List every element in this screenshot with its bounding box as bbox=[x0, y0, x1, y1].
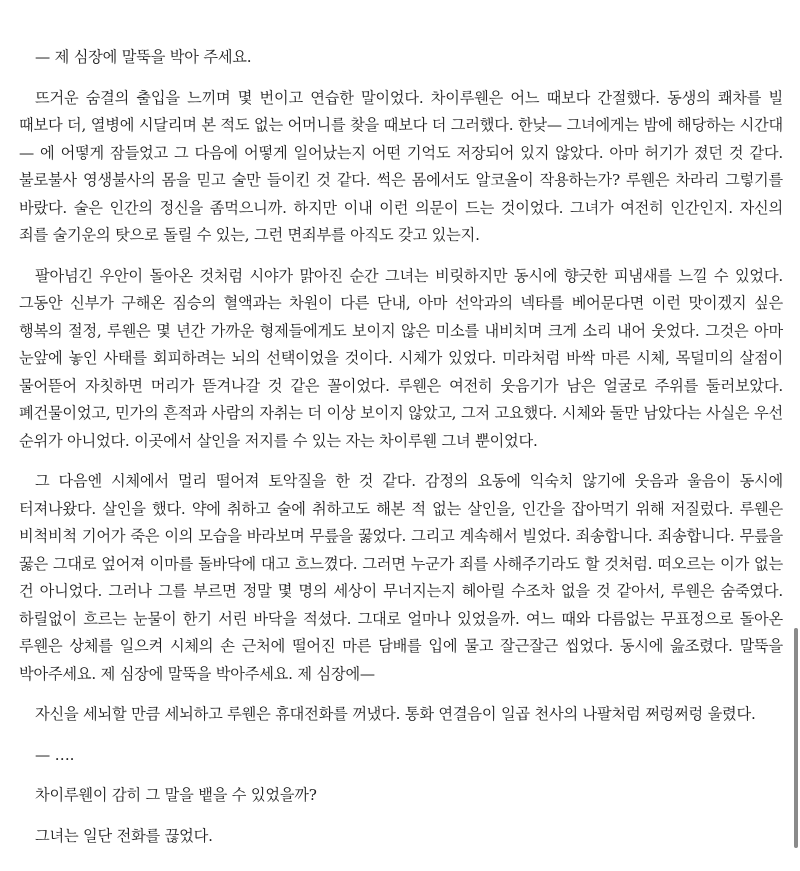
story-text bbox=[19, 44, 783, 863]
paragraph: — …. bbox=[35, 745, 75, 764]
paragraph: 팔아넘긴 우안이 돌아온 것처럼 시야가 맑아진 순간 그녀는 비릿하지만 동시에 향긋한 피냄새를 느낄 수 있었다. 그동안 신부가 구해온 짐승의 혈액과는 차원이 다른 단내, 아마 선악과의 넥타를 베어문다면 이런 맛이겠지 싶은 행복의 절정, 루웬은 몇 년간 가까운 형제들에게도 보이지 않은 미소를 내비치며 크게 소리 내어 웃었다. 그것은 아마 눈앞에 놓인 사태를 회피하려는 뇌의 선택이었을 것이다. 시체가 있었다. 미라처럼 바싹 마른 시체, 목덜미의 살점이 물어뜯어 자칫하면 머리가 뜯겨나갈 것 같은 꼴이었다. 루웬은 여전히 웃음기가 남은 얼굴로 주위를 둘러보았다. 폐건물이었고, 민가의 흔적과 사람의 자취는 더 이상 보이지 않았고, 그저 고요했다. 시체와 둘만 남았다는 사실은 우선 순위가 아니었다. 이곳에서 살인을 저지를 수 있는 자는 차이루웬 그녀 뿐이었다. bbox=[19, 266, 783, 450]
paragraph: 자신을 세뇌할 만큼 세뇌하고 루웬은 휴대전화를 꺼냈다. 통화 연결음이 일곱 천사의 나팔처럼 쩌렁쩌렁 울렸다. bbox=[35, 705, 756, 723]
paragraph: 뜨거운 숨결의 출입을 느끼며 몇 번이고 연습한 말이었다. 차이루웬은 어느 때보다 간절했다. 동생의 쾌차를 빌 때보다 더, 열병에 시달리며 본 적도 없는 어머니를 찾을 때보다 더 그러했다. 한낮— 그녀에게는 밤에 해당하는 시간대— 에 어떻게 잠들었고 그 다음에 어떻게 일어났는지 어떤 기억도 저장되어 있지 않았다. 아마 허기가 졌던 것 같다. 불로불사 영생불사의 몸을 믿고 술만 들이킨 것 같다. 썩은 몸에서도 알코올이 작용하는가? 루웬은 차라리 그렇기를 바랐다. 술은 인간의 정신을 좀먹으니까. 하지만 이내 이런 의문이 드는 것이었다. 그녀가 여전히 인간인지. 자신의 죄를 술기운의 탓으로 돌릴 수 있는, 그런 면죄부를 아직도 갖고 있는지. bbox=[19, 88, 783, 244]
paragraph: 그녀는 일단 전화를 끊었다. bbox=[35, 826, 213, 845]
scrollbar-thumb[interactable] bbox=[794, 628, 798, 848]
scrollbar[interactable] bbox=[790, 0, 800, 871]
paragraph: — 제 심장에 말뚝을 박아 주세요. bbox=[35, 48, 252, 66]
paragraph: 그 다음엔 시체에서 멀리 떨어져 토악질을 한 것 같다. 감정의 요동에 익숙치 않기에 웃음과 울음이 동시에 터져나왔다. 살인을 했다. 약에 취하고 술에 취하고도 해본 적 없는 살인을, 인간을 잡아먹기 위해 저질렀다. 루웬은 비척비척 기어가 죽은 이의 모습을 바라보며 무릎을 꿇었다. 그리고 계속해서 빌었다. 죄송합니다. 죄송합니다. 무릎을 꿇은 그대로 엎어져 이마를 돌바닥에 대고 흐느꼈다. 그러면 누군가 죄를 사해주기라도 할 것처럼. 떠오르는 이가 없는 건 아니었다. 그러나 그를 부르면 정말 몇 명의 세상이 무너지는지 헤아릴 수조차 없을 것 같아서, 루웬은 숨죽였다. 하릴없이 흐르는 눈물이 한기 서린 바닥을 적셨다. 그대로 얼마나 있었을까. 여느 때와 다름없는 무표정으로 돌아온 루웬은 상체를 일으켜 시체의 손 근처에 떨어진 마른 담배를 입에 물고 잘근잘근 씹었다. 동시에 읊조렸다. 말뚝을 박아주세요. 제 심장에 말뚝을 박아주세요. 제 심장에— bbox=[19, 472, 783, 683]
paragraph: 차이루웬이 감히 그 말을 뱉을 수 있었을까? bbox=[35, 786, 317, 804]
